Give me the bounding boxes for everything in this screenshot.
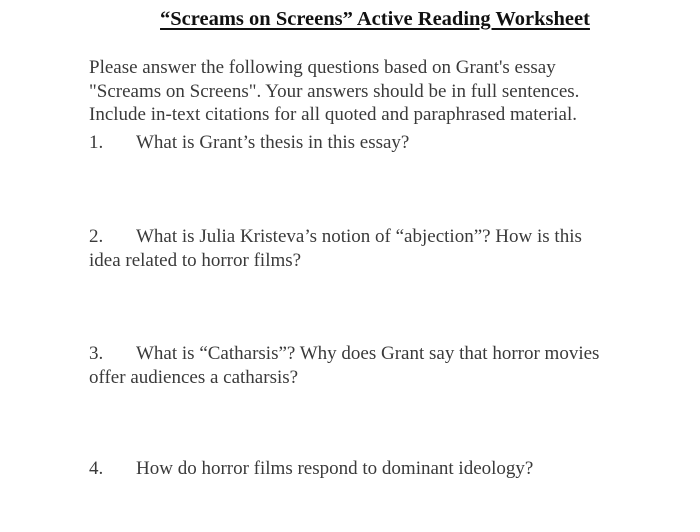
worksheet-title: “Screams on Screens” Active Reading Worksheet	[160, 8, 590, 30]
question-text-continuation: offer audiences a catharsis?	[89, 366, 299, 388]
instructions-line: Include in-text citations for all quoted and paraphrased material.	[89, 104, 578, 125]
question-text-continuation: idea related to horror films?	[89, 249, 302, 271]
question-text: What is “Catharsis”? Why does Grant say that horror movies	[136, 343, 600, 364]
question-text: How do horror films respond to dominant ideology?	[136, 458, 534, 479]
instructions-line: "Screams on Screens". Your answers should be in full sentences.	[89, 80, 580, 102]
question-number: 1.	[89, 132, 104, 153]
instructions-paragraph	[89, 56, 689, 127]
question-number: 4.	[89, 458, 104, 479]
question-text: What is Grant’s thesis in this essay?	[136, 132, 410, 153]
question-number: 2.	[89, 226, 104, 247]
question-1	[89, 131, 689, 155]
question-text: What is Julia Kristeva’s notion of “abjection”? How is this	[136, 226, 582, 247]
question-2	[89, 225, 689, 272]
question-3	[89, 342, 689, 389]
instructions-line: Please answer the following questions based on Grant's essay	[89, 57, 556, 78]
question-4	[89, 457, 689, 481]
question-number: 3.	[89, 343, 104, 364]
